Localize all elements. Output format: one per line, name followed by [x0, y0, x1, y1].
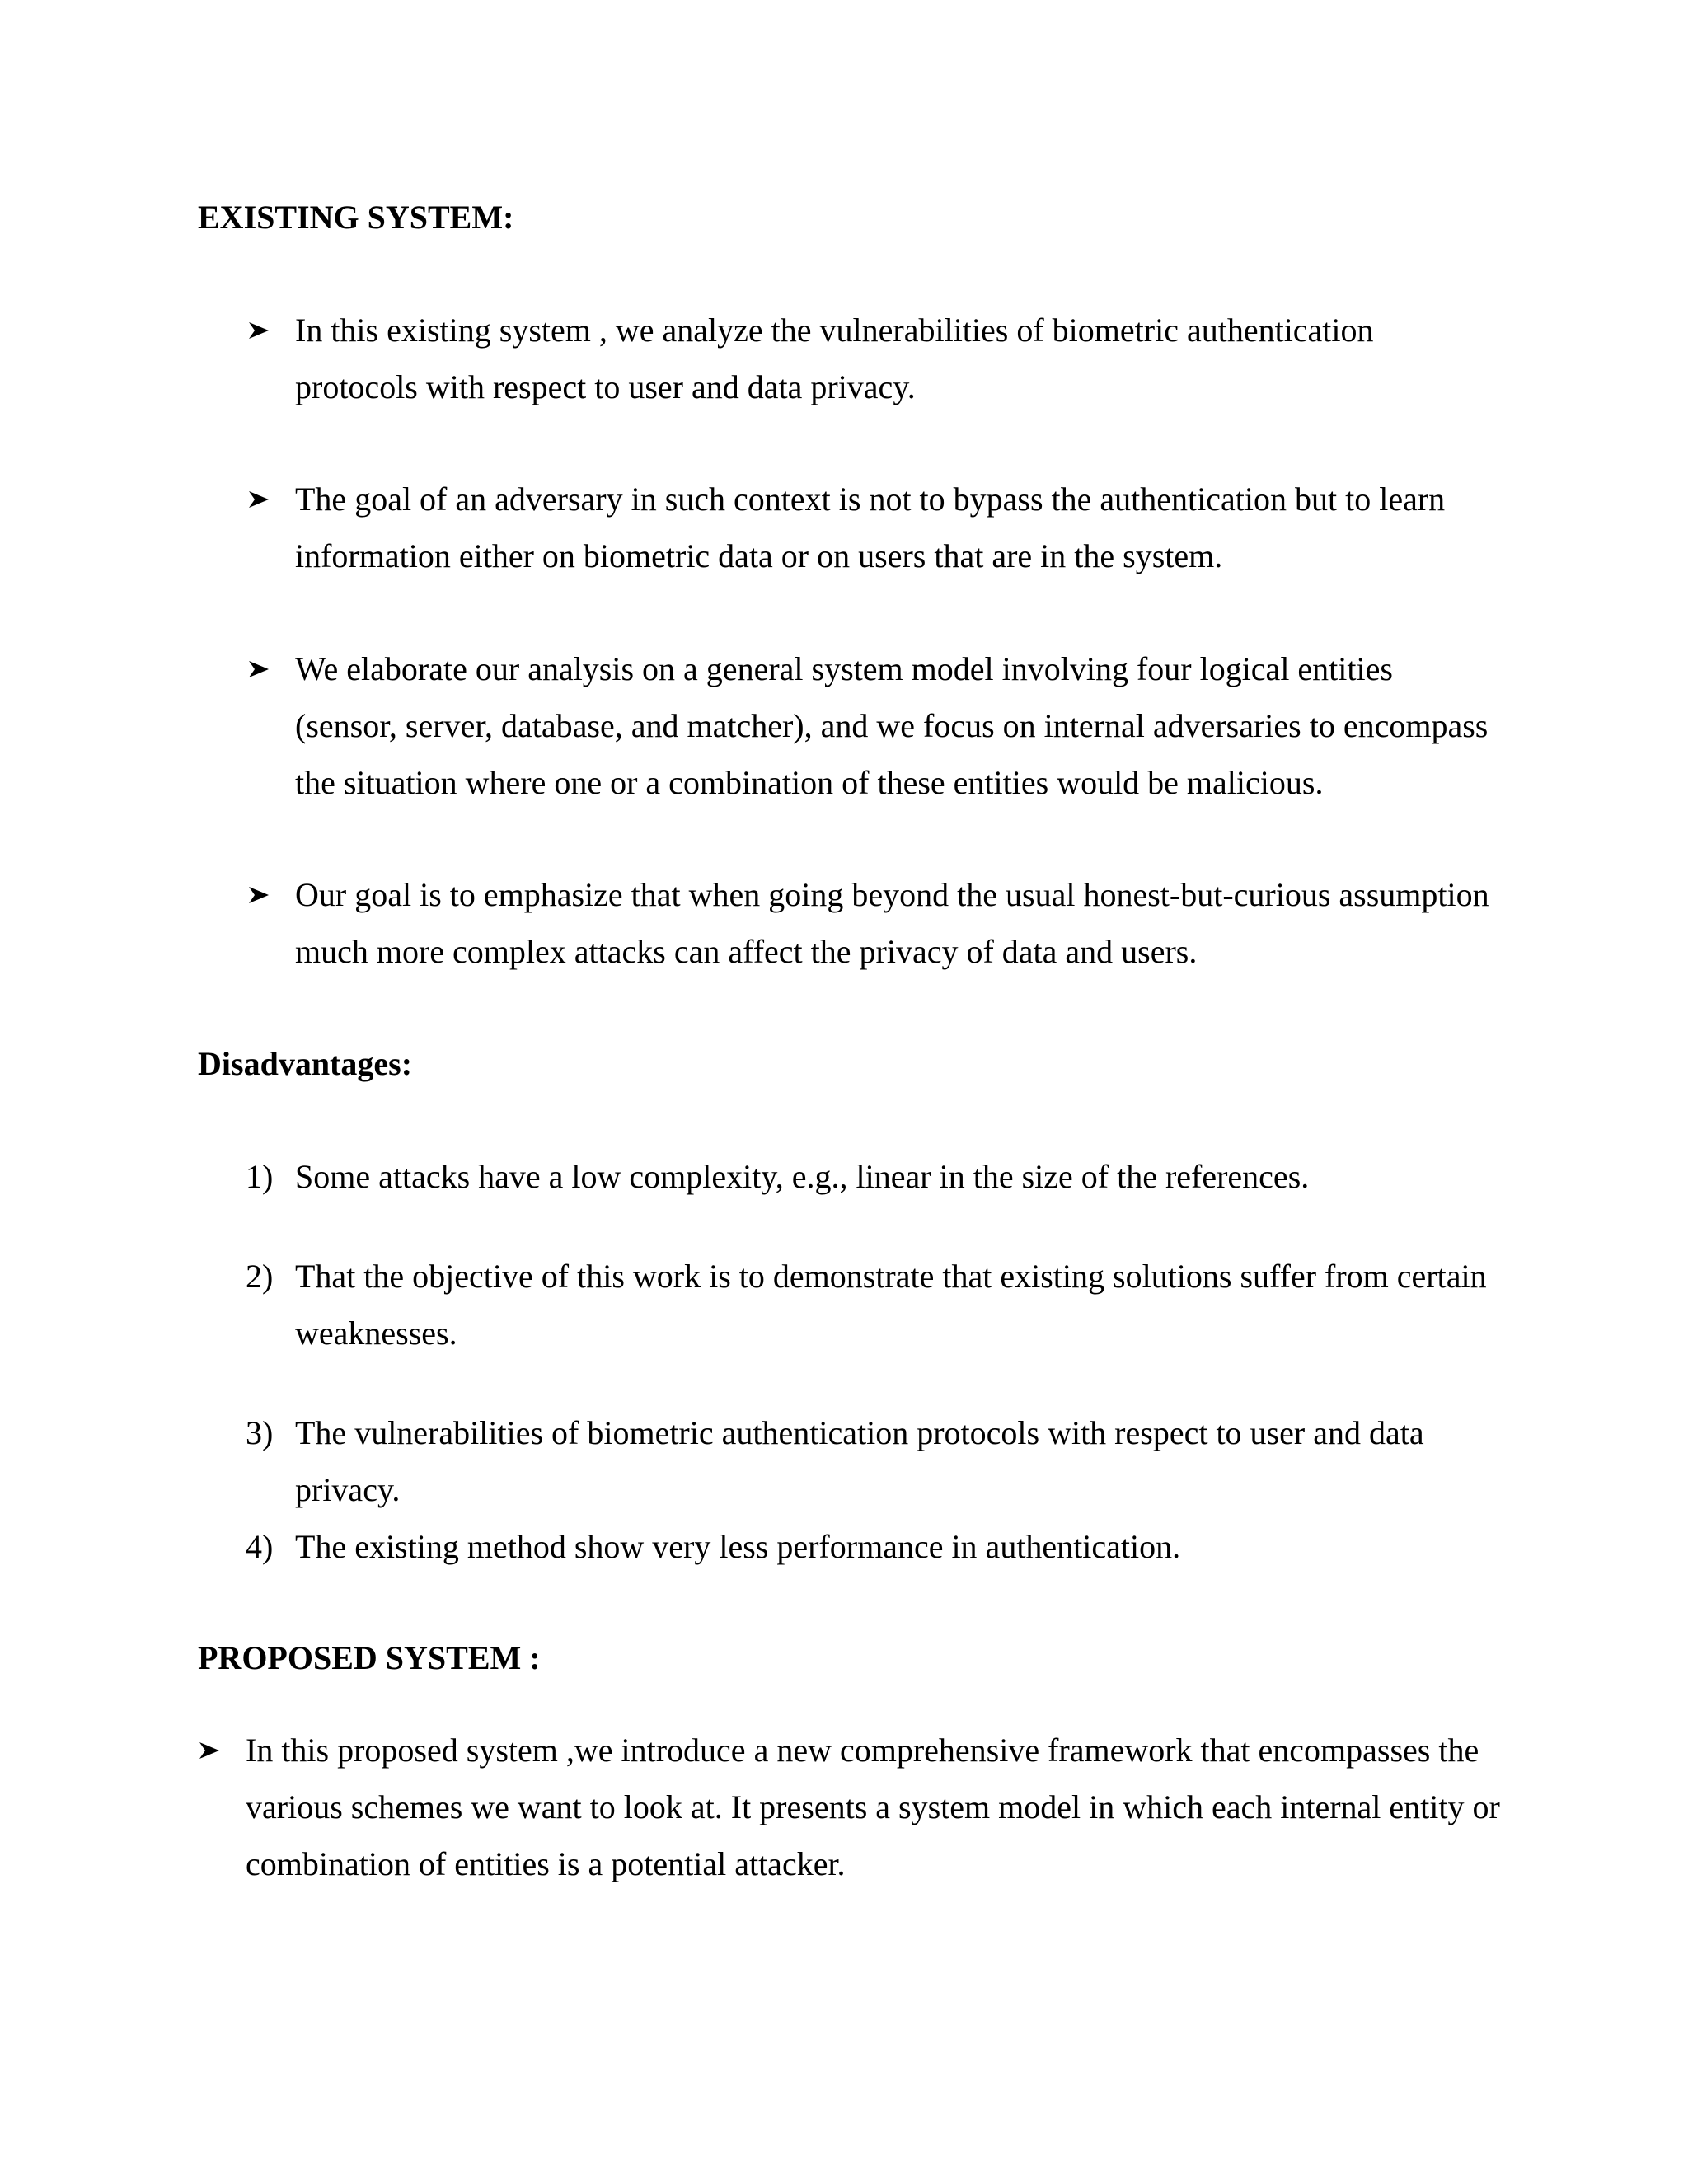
item-number: 4): [246, 1528, 274, 1565]
existing-bullet-text: We elaborate our analysis on a general system model involving four logical entities (sensor, server, database, and matcher), and we focus on internal adversaries to encompass the situation where one or a combination of these entities would be malicious.: [295, 650, 1489, 801]
arrow-bullet-icon: [198, 1722, 221, 1779]
disadvantage-text: The vulnerabilities of biometric authentication protocols with respect to user and data privacy.: [295, 1414, 1424, 1508]
item-number: 1): [246, 1158, 274, 1195]
existing-bullet-4: [247, 866, 1500, 980]
arrow-bullet-icon: [247, 866, 270, 923]
proposed-bullet-1: [198, 1722, 1500, 1892]
disadvantage-text: The existing method show very less performance in authentication.: [295, 1528, 1181, 1565]
existing-bullet-text: In this existing system , we analyze the vulnerabilities of biometric authentication protocols with respect to user and data privacy.: [295, 312, 1374, 405]
existing-system-heading: EXISTING SYSTEM:: [198, 199, 514, 236]
proposed-bullet-text: In this proposed system ,we introduce a new comprehensive framework that encompasses the various schemes we want to look at. It presents a system model in which each internal entity or combination of entities is a potential attacker.: [246, 1732, 1500, 1882]
disadvantage-item-3: [247, 1404, 1500, 1518]
existing-bullet-2: [247, 471, 1500, 584]
item-number: 2): [246, 1258, 274, 1295]
item-number: 3): [246, 1414, 274, 1451]
arrow-bullet-icon: [247, 302, 270, 359]
existing-bullet-3: [247, 640, 1500, 811]
existing-bullet-1: [247, 302, 1500, 415]
proposed-system-heading: PROPOSED SYSTEM :: [198, 1639, 541, 1676]
disadvantage-item-4: [247, 1518, 1500, 1575]
disadvantage-item-1: [247, 1148, 1500, 1205]
disadvantage-text: Some attacks have a low complexity, e.g., linear in the size of the references.: [295, 1158, 1310, 1195]
existing-bullet-text: The goal of an adversary in such context is not to bypass the authentication but to learn information either on biometric data or on users that are in the system.: [295, 480, 1446, 574]
existing-bullet-text: Our goal is to emphasize that when going beyond the usual honest-but-curious assumption much more complex attacks can affect the privacy of data and users.: [295, 876, 1489, 970]
arrow-bullet-icon: [247, 640, 270, 697]
disadvantage-text: That the objective of this work is to demonstrate that existing solutions suffer from certain weaknesses.: [295, 1258, 1487, 1352]
arrow-bullet-icon: [247, 471, 270, 527]
disadvantage-item-2: [247, 1248, 1500, 1361]
disadvantages-heading: Disadvantages:: [198, 1045, 413, 1082]
